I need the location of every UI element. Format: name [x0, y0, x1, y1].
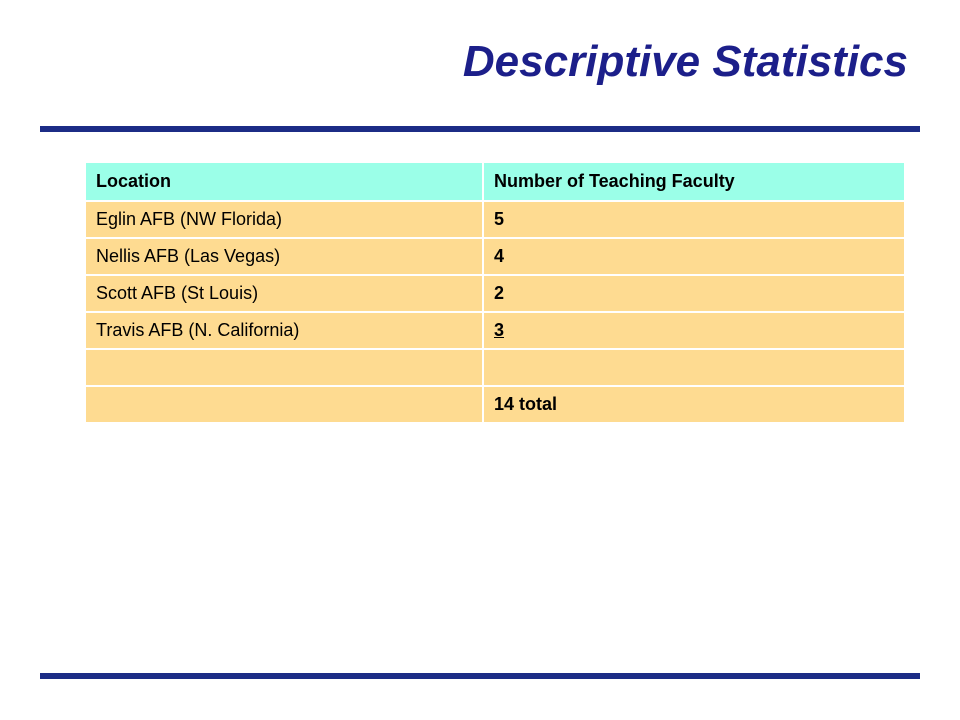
underlined-count: 3 [494, 320, 505, 340]
column-header-location: Location [85, 162, 483, 201]
faculty-count-cell [483, 312, 905, 349]
location-cell: Nellis AFB (Las Vegas) [85, 238, 483, 275]
faculty-count-cell: 4 [483, 238, 905, 275]
faculty-count-cell: 2 [483, 275, 905, 312]
table-row [85, 312, 905, 349]
location-cell [85, 386, 483, 423]
table-row [85, 238, 905, 275]
faculty-count-cell [483, 349, 905, 386]
table-row [85, 275, 905, 312]
top-divider [40, 126, 920, 132]
total-count-cell: 14 total [483, 386, 905, 423]
faculty-count-cell: 5 [483, 201, 905, 238]
location-cell: Eglin AFB (NW Florida) [85, 201, 483, 238]
location-cell: Travis AFB (N. California) [85, 312, 483, 349]
table-row [85, 201, 905, 238]
table-total-row [85, 386, 905, 423]
location-cell: Scott AFB (St Louis) [85, 275, 483, 312]
column-header-faculty-count: Number of Teaching Faculty [483, 162, 905, 201]
table-header-row [85, 162, 905, 201]
faculty-table [84, 161, 906, 424]
table-row [85, 349, 905, 386]
slide-title: Descriptive Statistics [462, 37, 908, 86]
location-cell [85, 349, 483, 386]
bottom-divider [40, 673, 920, 679]
